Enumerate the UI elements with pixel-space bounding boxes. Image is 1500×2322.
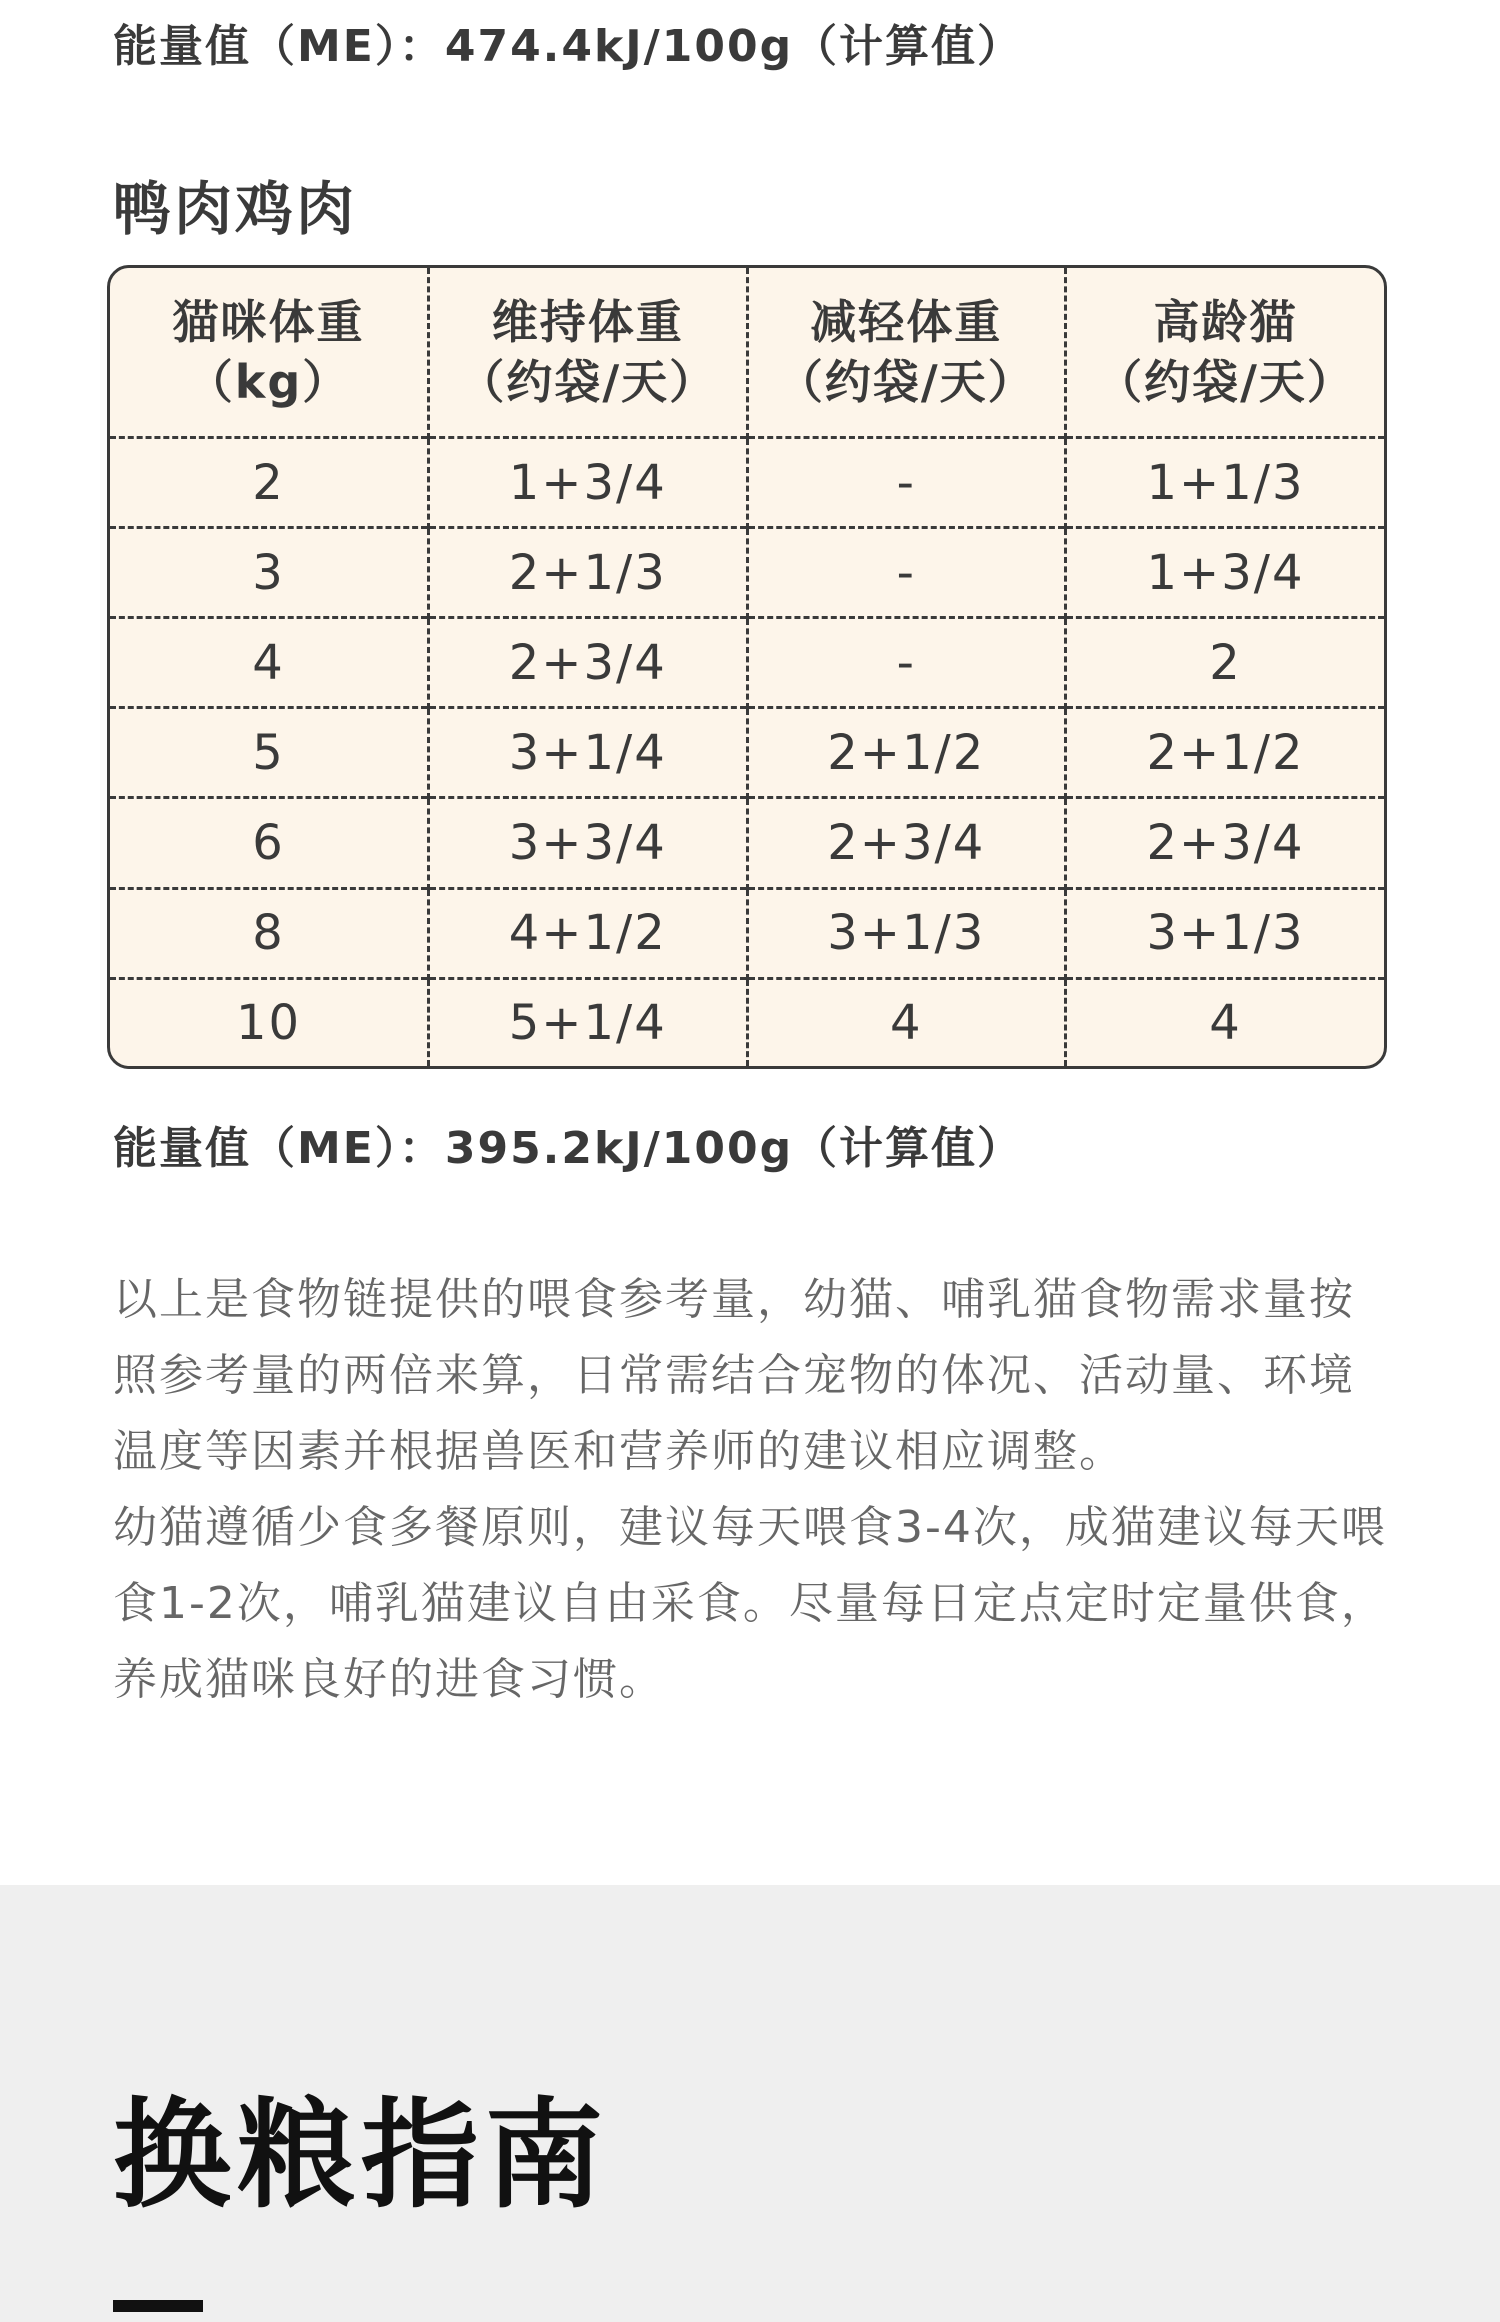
table-cell: 5+1/4 — [429, 978, 748, 1066]
table-cell: 2+3/4 — [429, 618, 748, 708]
header-line1: 猫咪体重 — [172, 295, 365, 349]
table-cell: - — [747, 618, 1066, 708]
table-row — [110, 888, 1384, 978]
feeding-table-container — [107, 265, 1387, 1069]
header-line2: （约袋/天） — [776, 355, 1036, 409]
table-cell: 3+3/4 — [429, 798, 748, 888]
table-header-row — [110, 268, 1384, 438]
table-row — [110, 438, 1384, 528]
table-cell: 2+3/4 — [747, 798, 1066, 888]
table-cell: 4 — [747, 978, 1066, 1066]
header-senior-cat — [1066, 268, 1385, 438]
table-cell: 2+1/2 — [1066, 708, 1385, 798]
header-reduce-weight — [747, 268, 1066, 438]
table-cell: 3+1/4 — [429, 708, 748, 798]
table-cell: 10 — [110, 978, 429, 1066]
table-cell: 5 — [110, 708, 429, 798]
table-cell: 1+1/3 — [1066, 438, 1385, 528]
header-line1: 高龄猫 — [1153, 295, 1298, 349]
energy-value-bottom: 能量值（ME）：395.2kJ/100g（计算值） — [113, 1123, 1024, 1174]
guide-title: 换粮指南 — [113, 2086, 610, 2224]
table-cell: 2+3/4 — [1066, 798, 1385, 888]
feeding-frequency-paragraph: 幼猫遵循少食多餐原则，建议每天喂食3-4次，成猫建议每天喂食1-2次，哺乳猫建议自由采食。尽量每日定点定时定量供食，养成猫咪良好的进食习惯。 — [113, 1502, 1387, 1705]
table-cell: 3 — [110, 528, 429, 618]
table-cell: 8 — [110, 888, 429, 978]
table-row — [110, 528, 1384, 618]
table-cell: 3+1/3 — [1066, 888, 1385, 978]
header-cat-weight — [110, 268, 429, 438]
title-underline-bar — [113, 2300, 203, 2312]
feeding-note-paragraph: 以上是食物链提供的喂食参考量，幼猫、哺乳猫食物需求量按照参考量的两倍来算，日常需结合宠物的体况、活动量、环境温度等因素并根据兽医和营养师的建议相应调整。 — [113, 1274, 1355, 1477]
header-line2: （约袋/天） — [458, 355, 718, 409]
table-cell: 6 — [110, 798, 429, 888]
table-cell: 2 — [1066, 618, 1385, 708]
table-cell: 2 — [110, 438, 429, 528]
header-maintain-weight — [429, 268, 748, 438]
header-line2: （约袋/天） — [1096, 355, 1355, 409]
table-cell: 1+3/4 — [1066, 528, 1385, 618]
header-line1: 减轻体重 — [810, 295, 1003, 349]
table-cell: 4+1/2 — [429, 888, 748, 978]
table-cell: 1+3/4 — [429, 438, 748, 528]
table-cell: 3+1/3 — [747, 888, 1066, 978]
table-cell: 2+1/3 — [429, 528, 748, 618]
table-cell: - — [747, 528, 1066, 618]
table-cell: 4 — [110, 618, 429, 708]
table-row — [110, 618, 1384, 708]
table-cell: 2+1/2 — [747, 708, 1066, 798]
table-row — [110, 798, 1384, 888]
table-cell: 4 — [1066, 978, 1385, 1066]
feeding-table — [110, 268, 1384, 1066]
section-title: 鸭肉鸡肉 — [113, 175, 358, 243]
header-line2: （kg） — [186, 355, 351, 409]
table-row — [110, 708, 1384, 798]
header-line1: 维持体重 — [491, 295, 684, 349]
table-cell: - — [747, 438, 1066, 528]
energy-value-top: 能量值（ME）：474.4kJ/100g（计算值） — [113, 21, 1024, 72]
table-row — [110, 978, 1384, 1066]
